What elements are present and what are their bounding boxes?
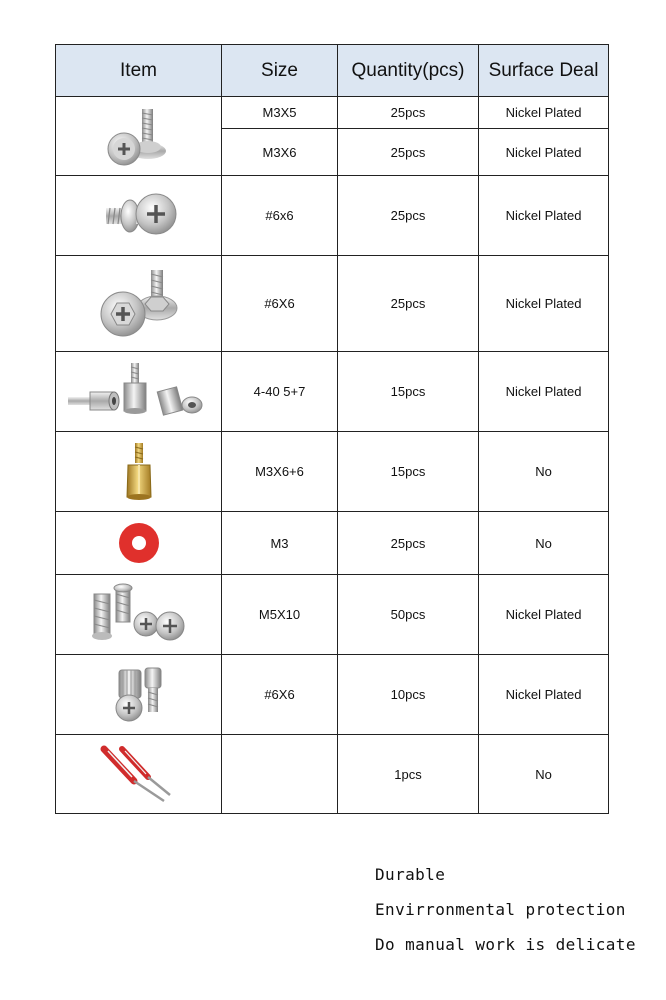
quantity-cell: 15pcs — [338, 352, 479, 432]
table-row — [56, 352, 609, 432]
quantity-cell: 25pcs — [338, 97, 479, 129]
size-cell: M5X10 — [222, 575, 338, 655]
table-row — [56, 655, 609, 735]
surface-cell: No — [479, 432, 609, 512]
item-image-cell — [56, 256, 222, 352]
item-image-cell — [56, 432, 222, 512]
quantity-cell: 25pcs — [338, 176, 479, 256]
size-cell: #6X6 — [222, 655, 338, 735]
surface-cell: Nickel Plated — [479, 129, 609, 176]
quantity-cell: 25pcs — [338, 512, 479, 575]
quantity-cell: 25pcs — [338, 129, 479, 176]
thumb-screw-icon — [99, 662, 179, 728]
size-cell: #6x6 — [222, 176, 338, 256]
brass-standoff-icon — [109, 439, 169, 505]
screwdriver-icon — [94, 741, 184, 807]
note-environmental: Envirronmental protection — [375, 900, 626, 919]
size-cell: M3X6 — [222, 129, 338, 176]
item-image-cell — [56, 655, 222, 735]
table-row — [56, 432, 609, 512]
surface-cell: Nickel Plated — [479, 575, 609, 655]
size-cell: M3X6+6 — [222, 432, 338, 512]
header-size: Size — [222, 45, 338, 97]
pan-head-screw-icon — [94, 184, 184, 248]
item-image-cell — [56, 97, 222, 176]
table-row — [56, 176, 609, 256]
surface-cell: Nickel Plated — [479, 97, 609, 129]
note-manual-work: Do manual work is delicate — [375, 935, 636, 954]
quantity-cell: 10pcs — [338, 655, 479, 735]
surface-cell: Nickel Plated — [479, 655, 609, 735]
feature-notes — [375, 862, 636, 967]
table-row — [56, 735, 609, 814]
header-surface: Surface Deal — [479, 45, 609, 97]
size-cell: #6X6 — [222, 256, 338, 352]
surface-cell: Nickel Plated — [479, 256, 609, 352]
quantity-cell: 1pcs — [338, 735, 479, 814]
fan-screw-icon — [84, 580, 194, 650]
table-row — [56, 256, 609, 352]
size-cell: M3 — [222, 512, 338, 575]
table-row — [56, 97, 609, 129]
quantity-cell: 50pcs — [338, 575, 479, 655]
spec-table — [55, 44, 609, 814]
quantity-cell: 15pcs — [338, 432, 479, 512]
table-row — [56, 512, 609, 575]
hex-standoff-icon — [64, 359, 214, 425]
item-image-cell — [56, 735, 222, 814]
red-fiber-washer-icon — [109, 518, 169, 568]
surface-cell: No — [479, 512, 609, 575]
pan-head-washer-screw-icon — [94, 99, 184, 173]
quantity-cell: 25pcs — [338, 256, 479, 352]
header-item: Item — [56, 45, 222, 97]
size-cell: M3X5 — [222, 97, 338, 129]
size-cell: 4-40 5+7 — [222, 352, 338, 432]
table-row — [56, 575, 609, 655]
surface-cell: Nickel Plated — [479, 352, 609, 432]
surface-cell: No — [479, 735, 609, 814]
header-row — [56, 45, 609, 97]
item-image-cell — [56, 352, 222, 432]
item-image-cell — [56, 575, 222, 655]
size-cell — [222, 735, 338, 814]
surface-cell: Nickel Plated — [479, 176, 609, 256]
note-durable: Durable — [375, 865, 446, 884]
item-image-cell — [56, 176, 222, 256]
hex-washer-head-screw-icon — [89, 264, 189, 344]
item-image-cell — [56, 512, 222, 575]
header-quantity: Quantity(pcs) — [338, 45, 479, 97]
